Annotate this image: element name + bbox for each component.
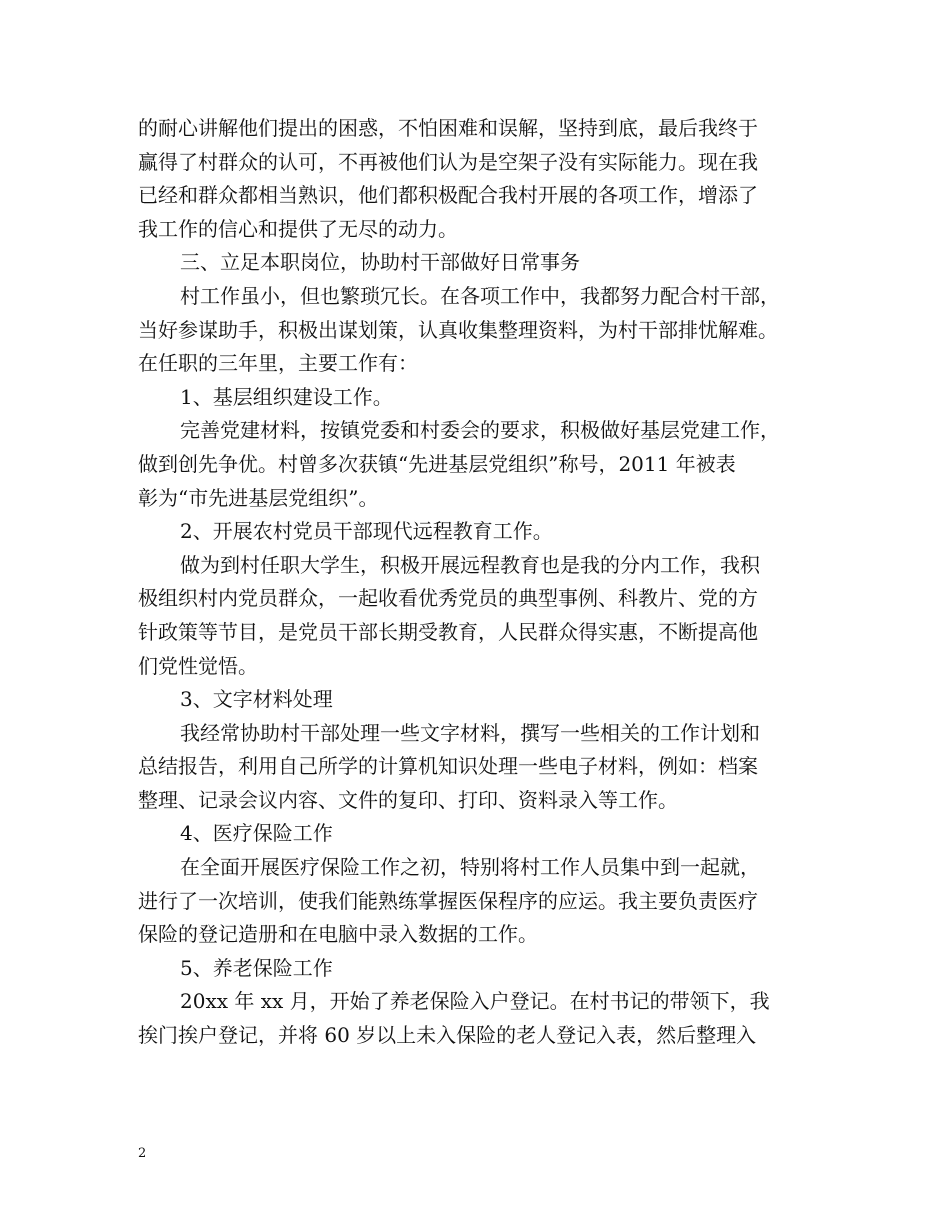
text-line: 4、医疗保险工作	[180, 821, 333, 846]
text-line: 们党性觉悟。	[138, 653, 258, 678]
text-line: 在任职的三年里，主要工作有：	[138, 351, 418, 376]
page-number: 2	[138, 1146, 147, 1161]
text-line: 挨门挨户登记，并将 60 岁以上未入保险的老人登记入表，然后整理入	[138, 1023, 757, 1048]
text-line: 保险的登记造册和在电脑中录入数据的工作。	[138, 922, 538, 947]
text-line: 针政策等节目，是党员干部长期受教育，人民群众得实惠，不断提高他	[138, 619, 758, 644]
text-line: 彰为“市先进基层党组织”。	[138, 485, 379, 510]
text-line: 进行了一次培训，使我们能熟练掌握医保程序的应运。我主要负责医疗	[138, 888, 758, 913]
text-line: 在全面开展医疗保险工作之初，特别将村工作人员集中到一起就，	[180, 855, 760, 880]
text-line: 极组织村内党员群众，一起收看优秀党员的典型事例、科教片、党的方	[138, 586, 758, 611]
text-line: 2、开展农村党员干部现代远程教育工作。	[180, 519, 553, 544]
text-line: 做为到村任职大学生，积极开展远程教育也是我的分内工作，我积	[180, 552, 760, 577]
text-line: 我经常协助村干部处理一些文字材料，撰写一些相关的工作计划和	[180, 720, 760, 745]
text-line: 做到创先争优。村曾多次获镇“先进基层党组织”称号，2011 年被表	[138, 451, 736, 476]
text-line: 三、立足本职岗位，协助村干部做好日常事务	[180, 250, 580, 275]
text-line: 已经和群众都相当熟识，他们都积极配合我村开展的各项工作，增添了	[138, 183, 758, 208]
text-line: 村工作虽小，但也繁琐冗长。在各项工作中，我都努力配合村干部，	[180, 283, 780, 308]
text-line: 当好参谋助手，积极出谋划策，认真收集整理资料，为村干部排忧解难。	[138, 317, 778, 342]
text-line: 1、基层组织建设工作。	[180, 384, 393, 409]
document-body	[138, 112, 828, 1053]
text-line: 3、文字材料处理	[180, 687, 333, 712]
text-line: 5、养老保险工作	[180, 955, 333, 980]
text-line: 总结报告，利用自己所学的计算机知识处理一些电子材料，例如：档案	[138, 754, 758, 779]
text-line: 我工作的信心和提供了无尽的动力。	[138, 216, 458, 241]
text-line: 的耐心讲解他们提出的困惑，不怕困难和误解，坚持到底，最后我终于	[138, 116, 758, 140]
text-line: 20xx 年 xx 月，开始了养老保险入户登记。在村书记的带领下，我	[180, 989, 770, 1014]
text-line: 赢得了村群众的认可，不再被他们认为是空架子没有实际能力。现在我	[138, 149, 758, 174]
text-line: 完善党建材料，按镇党委和村委会的要求，积极做好基层党建工作，	[180, 418, 780, 443]
text-line: 整理、记录会议内容、文件的复印、打印、资料录入等工作。	[138, 787, 678, 812]
